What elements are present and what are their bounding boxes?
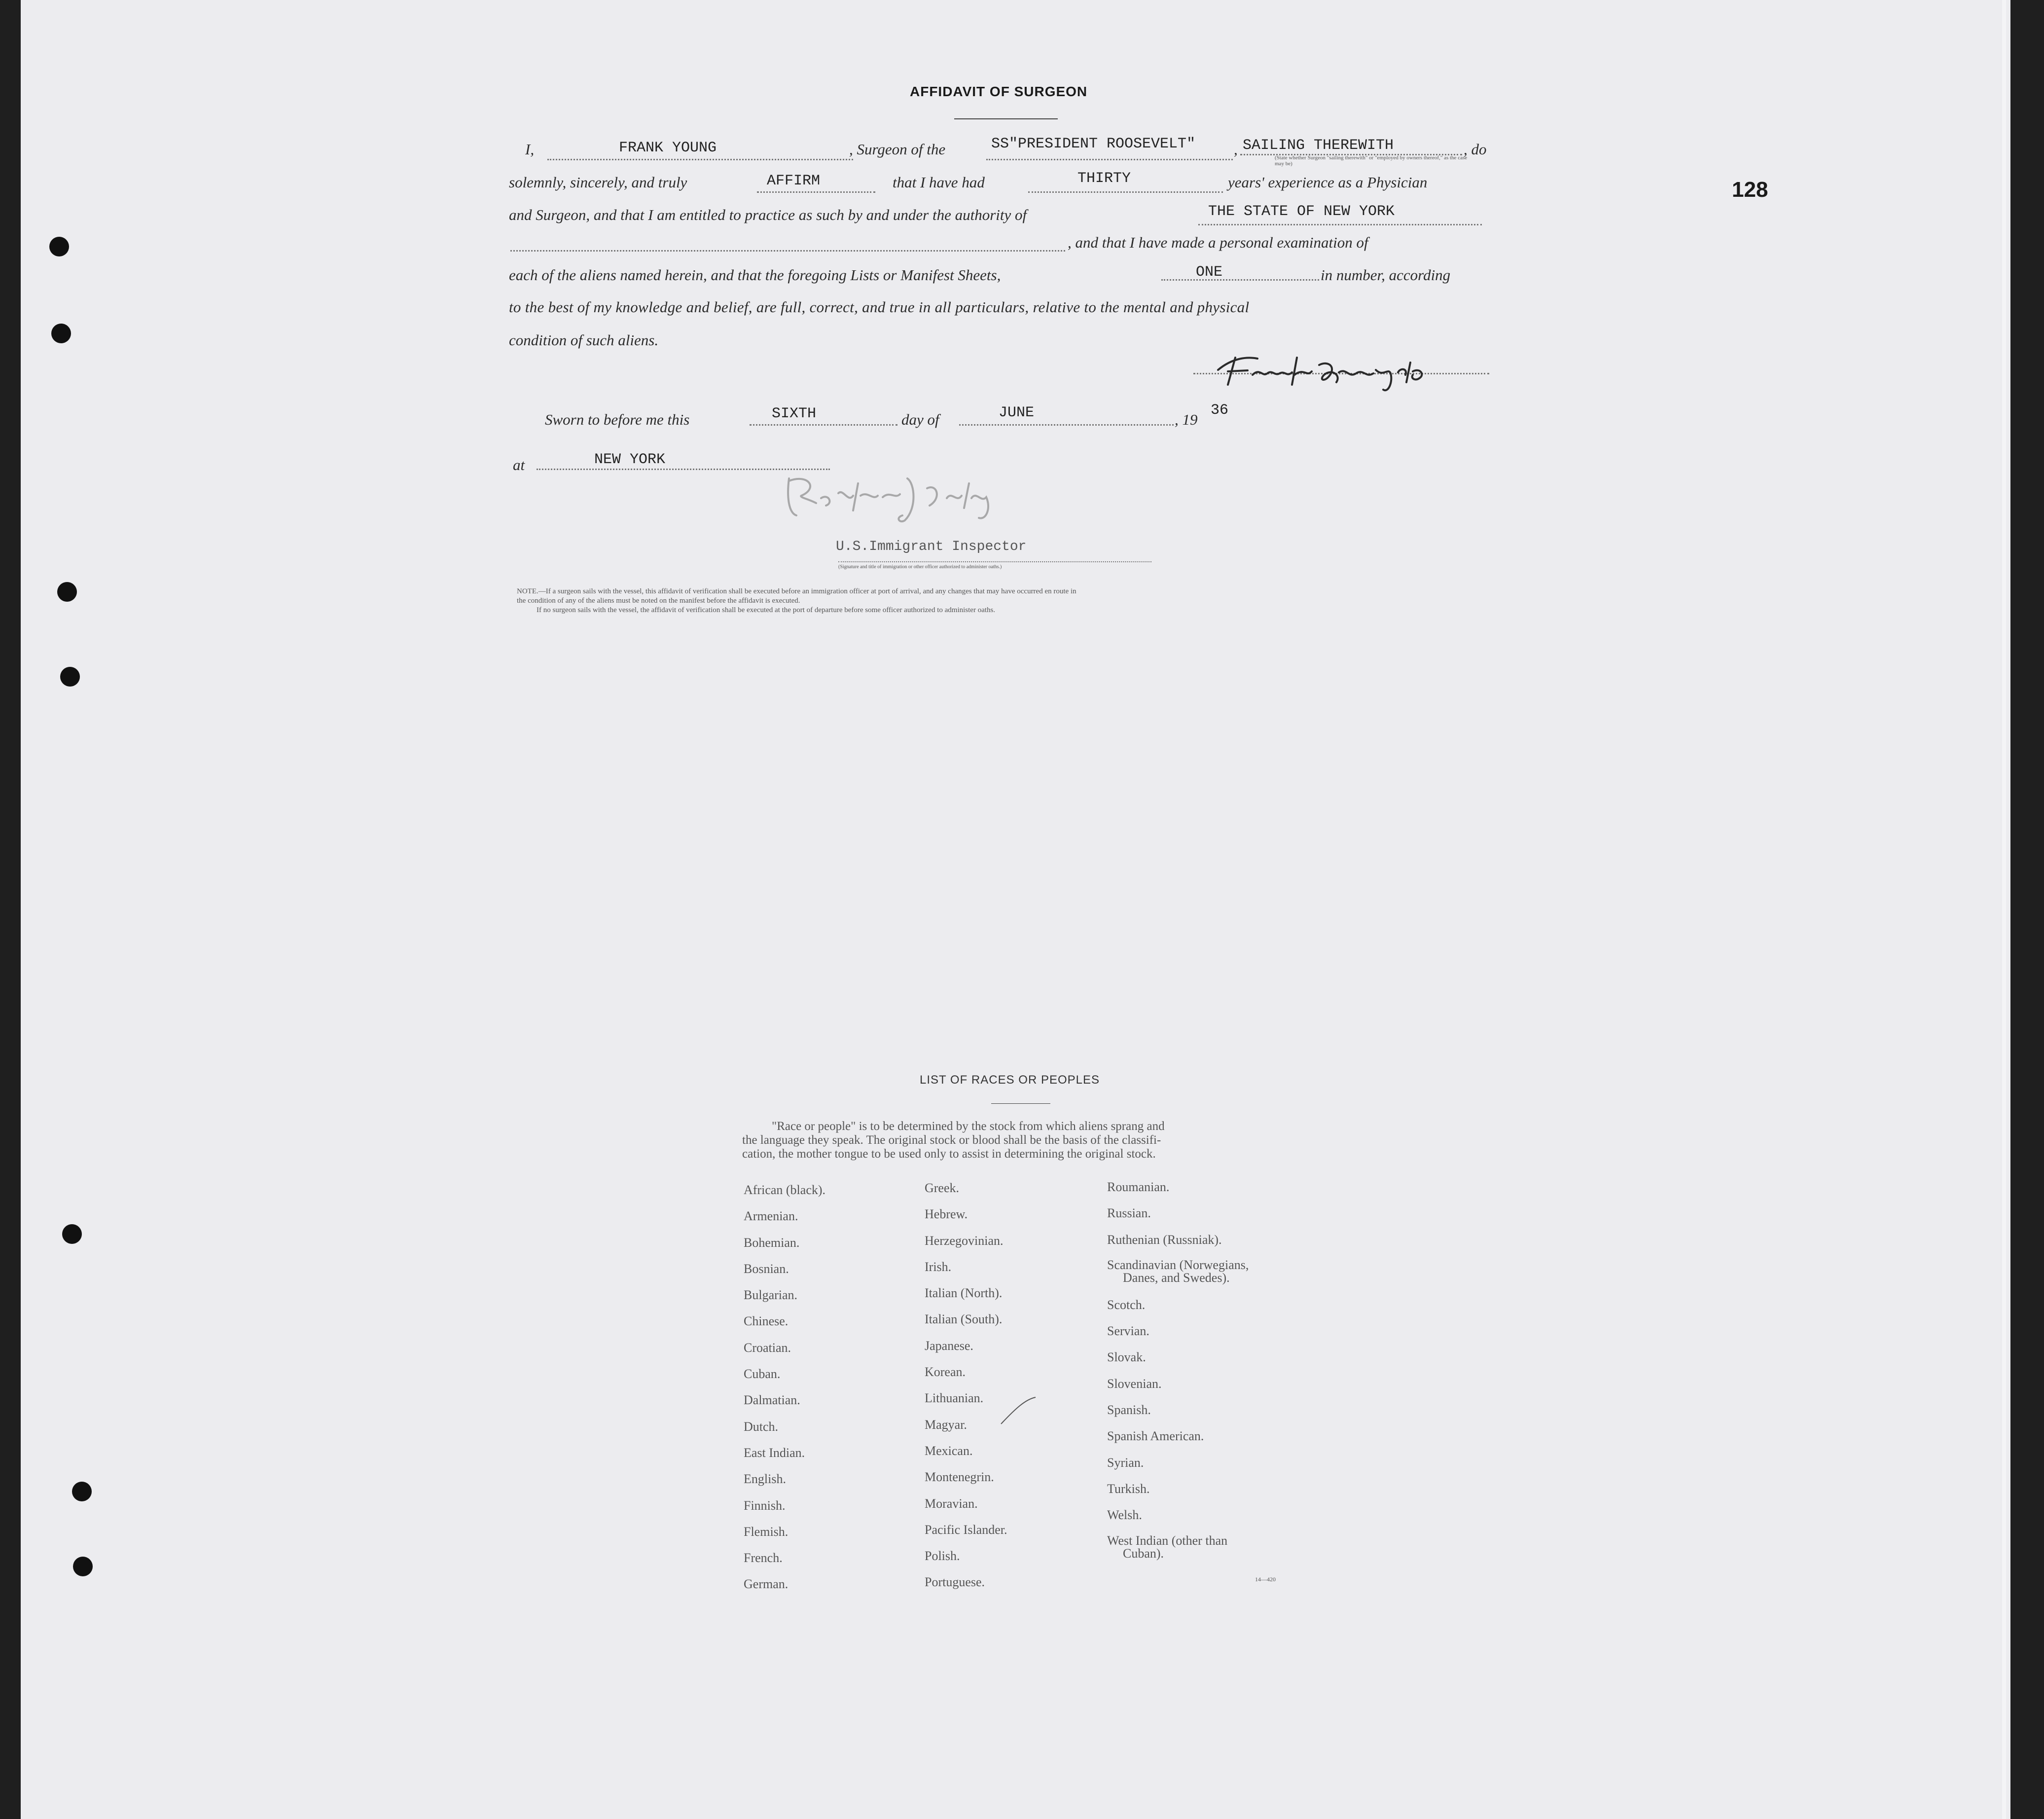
sheet-count: ONE	[1196, 264, 1223, 281]
sworn-mid: day of	[901, 411, 939, 428]
race-item-line: Danes, and Swedes).	[1123, 1270, 1230, 1285]
line5-post: in number, according	[1321, 266, 1451, 284]
blank-line	[510, 250, 1065, 252]
race-item: Roumanian.	[1107, 1180, 1170, 1194]
races-intro-line-3: cation, the mother tongue to be used only to assist in determining the original stock.	[742, 1147, 1156, 1161]
line4-text: , and that I have made a personal examination of	[1068, 234, 1368, 251]
count-line	[1161, 279, 1319, 281]
race-item-line: Cuban).	[1123, 1546, 1164, 1561]
pencil-mark	[991, 1393, 1040, 1428]
race-item: Ruthenian (Russniak).	[1107, 1232, 1222, 1247]
race-item: Flemish.	[744, 1524, 789, 1539]
surgeon-status: SAILING THEREWITH	[1243, 137, 1394, 154]
race-item: Irish.	[925, 1259, 952, 1274]
race-item: Finnish.	[744, 1498, 786, 1513]
line1-mid: , Surgeon of the	[849, 141, 946, 158]
race-item: English.	[744, 1472, 786, 1487]
race-item: East Indian.	[744, 1445, 805, 1460]
line2-pre: solemnly, sincerely, and truly	[509, 174, 687, 191]
surgeon-signature	[1213, 348, 1470, 395]
line7-text: condition of such aliens.	[509, 331, 659, 349]
race-item: Cuban.	[744, 1367, 781, 1382]
form-number: 14—420	[1255, 1576, 1276, 1583]
binder-hole	[60, 667, 80, 687]
race-item: Greek.	[925, 1181, 960, 1195]
day-line	[750, 424, 897, 426]
race-item: Spanish American.	[1107, 1429, 1204, 1444]
race-item: Bosnian.	[744, 1261, 789, 1276]
race-item: Bohemian.	[744, 1235, 800, 1250]
race-item: Armenian.	[744, 1209, 798, 1224]
race-item: Lithuanian.	[925, 1391, 984, 1406]
race-item: African (black).	[744, 1183, 826, 1197]
race-item: Dutch.	[744, 1419, 779, 1434]
race-item-line: Scandinavian (Norwegians,	[1107, 1257, 1249, 1272]
place-pre: at	[513, 456, 525, 473]
race-item: Montenegrin.	[925, 1470, 994, 1485]
sworn-day: SIXTH	[772, 405, 817, 422]
race-item: Portuguese.	[925, 1575, 985, 1590]
race-item: Pacific Islander.	[925, 1522, 1007, 1537]
line2-post: years' experience as a Physician	[1228, 174, 1428, 191]
race-item: Herzegovinian.	[925, 1233, 1004, 1248]
race-item: Slovak.	[1107, 1350, 1146, 1365]
race-item: Magyar.	[925, 1417, 967, 1432]
binder-hole	[62, 1224, 82, 1244]
page-number: 128	[1732, 178, 1768, 202]
authority-value: THE STATE OF NEW YORK	[1208, 203, 1395, 220]
sworn-year-prefix: , 19	[1175, 411, 1198, 428]
binder-hole	[51, 324, 71, 343]
binder-hole	[73, 1557, 93, 1576]
races-column-2	[925, 1181, 1007, 1601]
race-item: Spanish.	[1107, 1403, 1151, 1418]
races-title: LIST OF RACES OR PEOPLES	[920, 1073, 1100, 1087]
race-item: Moravian.	[925, 1496, 978, 1511]
races-intro-line-1: "Race or people" is to be determined by the stock from which aliens sprang and	[772, 1120, 1165, 1133]
race-item: Italian (North).	[925, 1286, 1003, 1301]
race-item: Japanese.	[925, 1338, 973, 1353]
race-item: Syrian.	[1107, 1455, 1144, 1470]
binder-hole	[57, 582, 77, 602]
race-item: Hebrew.	[925, 1207, 968, 1222]
month-line	[959, 424, 1174, 426]
race-item: Russian.	[1107, 1206, 1151, 1221]
race-item	[1107, 1534, 1249, 1564]
races-intro-line-2: the language they speak. The original stock or blood shall be the basis of the classifi-	[742, 1133, 1161, 1147]
races-title-rule	[991, 1103, 1050, 1104]
note-line-2: the condition of any of the aliens must be noted on the manifest before the affidavit is executed.	[517, 597, 800, 605]
affirm-verb: AFFIRM	[767, 173, 821, 189]
sworn-year: 36	[1211, 402, 1229, 419]
race-item: Bulgarian.	[744, 1288, 798, 1303]
line6-text: to the best of my knowledge and belief, are full, correct, and true in all particulars, relative to the mental and physical	[509, 298, 1250, 316]
years-line	[1028, 191, 1223, 193]
line2-mid: that I have had	[893, 174, 985, 191]
authority-line	[1198, 224, 1482, 225]
status-hint	[1275, 155, 1472, 167]
surgeon-name-line	[547, 159, 853, 160]
document-page	[21, 0, 2010, 1819]
race-item: Mexican.	[925, 1443, 973, 1458]
affidavit-title: AFFIDAVIT OF SURGEON	[910, 84, 1088, 99]
page-edge	[2002, 0, 2006, 1819]
race-item: Chinese.	[744, 1314, 789, 1329]
inspector-line	[838, 561, 1151, 562]
race-item: Scotch.	[1107, 1297, 1146, 1312]
place-value: NEW YORK	[594, 451, 666, 468]
inspector-signature	[779, 469, 1036, 528]
affirm-line	[757, 191, 875, 193]
inspector-title: U.S.Immigrant Inspector	[836, 539, 1027, 554]
race-item: Croatian.	[744, 1340, 791, 1355]
vessel-line	[986, 159, 1233, 160]
line1-post: , do	[1464, 141, 1487, 158]
inspector-hint: (Signature and title of immigration or other officer authorized to administer oaths.)	[838, 564, 1002, 570]
binder-hole	[49, 237, 69, 256]
race-item: German.	[744, 1577, 789, 1592]
binder-hole	[72, 1482, 92, 1501]
note-line-1: NOTE.—If a surgeon sails with the vessel, this affidavit of verification shall be executed before an immigration officer at port of arrival, and any changes that may have occurred en route in	[517, 587, 1076, 595]
races-column-3	[1107, 1180, 1249, 1564]
vessel-name: SS"PRESIDENT ROOSEVELT"	[991, 136, 1196, 152]
note-line-3: If no surgeon sails with the vessel, the affidavit of verification shall be executed at the port of departure before some officer authorized to administer oaths.	[537, 606, 996, 614]
surgeon-name: FRANK YOUNG	[619, 140, 717, 156]
sworn-pre: Sworn to before me this	[545, 411, 690, 428]
races-column-1	[744, 1183, 825, 1603]
years-value: THIRTY	[1077, 170, 1131, 187]
line1-pre: I,	[525, 141, 535, 158]
status-hint-text: (State whether Surgeon "sailing therewith" or "employed by owners thereof," as the case may be)	[1275, 155, 1468, 167]
race-item: Welsh.	[1107, 1508, 1142, 1523]
race-item: Turkish.	[1107, 1481, 1150, 1496]
race-item: Korean.	[925, 1365, 966, 1380]
sworn-month: JUNE	[999, 404, 1035, 421]
race-item: Italian (South).	[925, 1312, 1003, 1327]
race-item: Polish.	[925, 1549, 960, 1564]
race-item: French.	[744, 1551, 783, 1565]
line1-comma: ,	[1234, 141, 1238, 158]
race-item: Dalmatian.	[744, 1393, 800, 1408]
line5-pre: each of the aliens named herein, and that the foregoing Lists or Manifest Sheets,	[509, 266, 1001, 284]
line3-pre: and Surgeon, and that I am entitled to practice as such by and under the authority of	[509, 206, 1027, 223]
race-item-line: West Indian (other than	[1107, 1533, 1228, 1548]
race-item: Servian.	[1107, 1324, 1149, 1339]
race-item: Slovenian.	[1107, 1376, 1162, 1391]
race-item	[1107, 1259, 1249, 1298]
title-rule	[954, 118, 1058, 119]
